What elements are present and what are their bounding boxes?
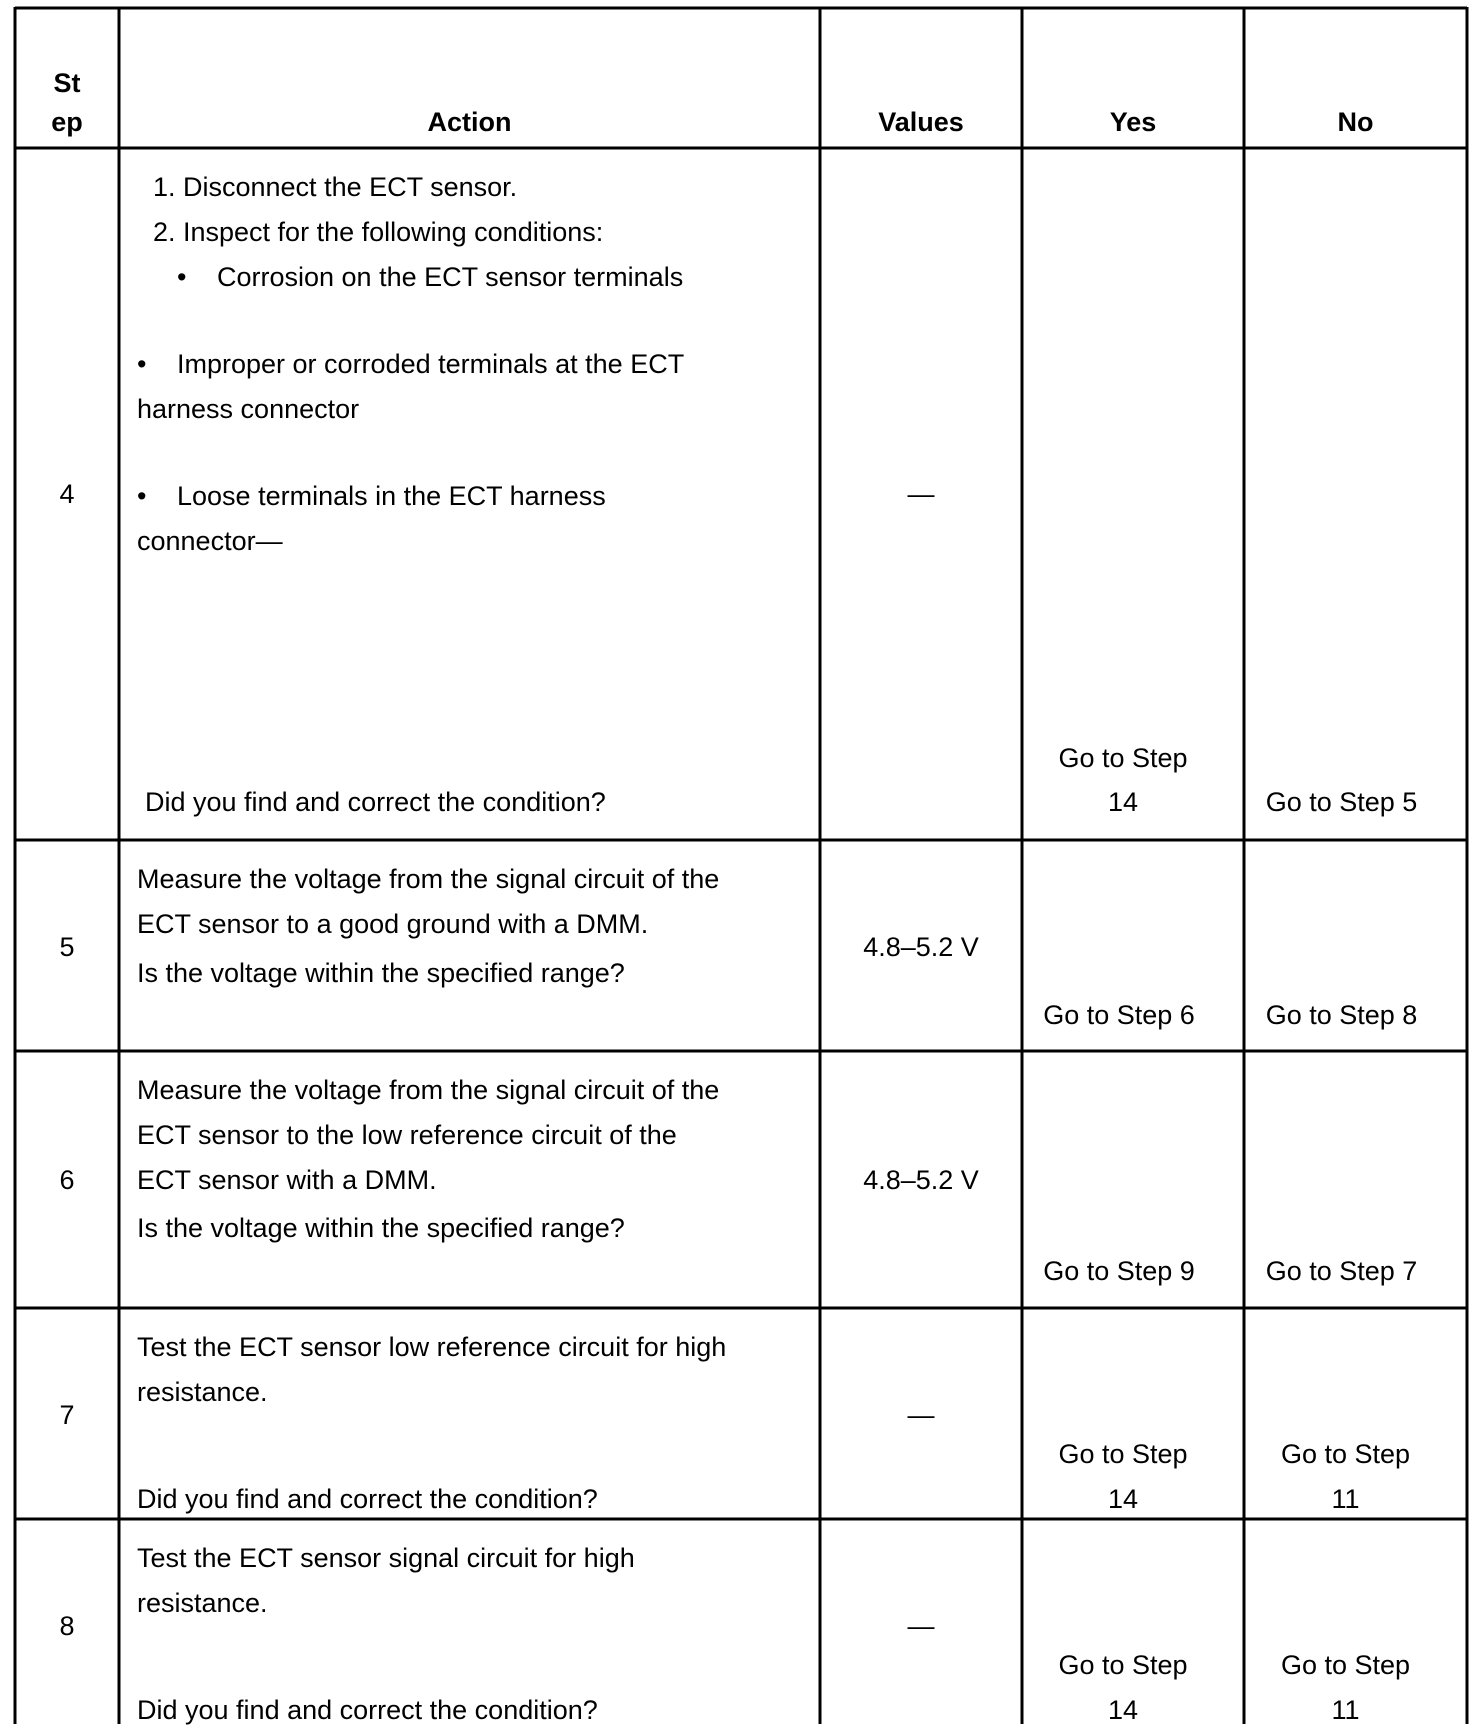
values-cell: — xyxy=(907,1611,935,1641)
values-cell: — xyxy=(907,479,935,509)
action-line-2: resistance. xyxy=(137,1377,268,1407)
action-line-1: Test the ECT sensor low reference circuit for high xyxy=(137,1332,727,1362)
action-question: Is the voltage within the specified range? xyxy=(137,958,625,988)
no-cell: Go to Step 7 xyxy=(1265,1256,1418,1286)
no-cell: Go to Step 5 xyxy=(1265,787,1418,817)
bullet-text: Improper or corroded terminals at the ECT xyxy=(177,349,685,379)
action-line-1: Test the ECT sensor signal circuit for high xyxy=(137,1543,635,1573)
list-number: 2. xyxy=(153,217,176,247)
header-step-line1: St xyxy=(53,68,81,98)
action-line-2: ECT sensor to the low reference circuit of the xyxy=(137,1120,677,1150)
action-question: Is the voltage within the specified range? xyxy=(137,1213,625,1243)
action-bullet-3 xyxy=(137,481,606,512)
yes-cell-line2: 14 xyxy=(1107,787,1139,817)
yes-cell-line1: Go to Step xyxy=(1058,743,1188,773)
action-question: Did you find and correct the condition? xyxy=(137,1695,598,1725)
list-text: Inspect for the following conditions: xyxy=(183,217,604,247)
yes-cell-line1: Go to Step xyxy=(1058,1650,1188,1680)
no-cell-line2: 11 xyxy=(1331,1484,1360,1514)
action-question: Did you find and correct the condition? xyxy=(137,1484,598,1514)
bullet-text: Loose terminals in the ECT harness xyxy=(177,481,606,511)
action-line-2: resistance. xyxy=(137,1588,268,1618)
action-line-3: ECT sensor with a DMM. xyxy=(137,1165,437,1195)
action-line-1: Measure the voltage from the signal circuit of the xyxy=(137,864,720,894)
step-number-4: 4 xyxy=(59,479,75,509)
action-question: Did you find and correct the condition? xyxy=(145,787,606,817)
yes-cell-line2: 14 xyxy=(1107,1484,1139,1514)
values-cell: 4.8–5.2 V xyxy=(863,1165,979,1195)
header-action: Action xyxy=(427,107,512,137)
step-number-6: 6 xyxy=(59,1165,75,1195)
header-step-line2: ep xyxy=(51,107,83,137)
step-number-7: 7 xyxy=(59,1400,75,1430)
values-cell: 4.8–5.2 V xyxy=(863,932,979,962)
yes-cell: Go to Step 9 xyxy=(1043,1256,1195,1286)
list-text: Disconnect the ECT sensor. xyxy=(183,172,518,202)
step-number-5: 5 xyxy=(59,932,75,962)
values-cell: — xyxy=(907,1400,935,1430)
bullet-text: Corrosion on the ECT sensor terminals xyxy=(217,262,684,292)
no-cell-line1: Go to Step xyxy=(1280,1439,1411,1469)
bullet-icon: • xyxy=(177,262,187,292)
bullet-icon: • xyxy=(137,481,147,511)
header-yes: Yes xyxy=(1109,107,1157,137)
yes-cell: Go to Step 6 xyxy=(1043,1000,1195,1030)
step-number-8: 8 xyxy=(59,1611,75,1641)
action-list-item-1 xyxy=(153,172,517,203)
yes-cell-line2: 14 xyxy=(1107,1695,1139,1725)
yes-cell-line1: Go to Step xyxy=(1058,1439,1188,1469)
list-number: 1. xyxy=(153,172,176,202)
action-bullet-1 xyxy=(177,262,683,293)
action-line-2: ECT sensor to a good ground with a DMM. xyxy=(137,909,649,939)
action-bullet-2 xyxy=(137,349,684,380)
header-values: Values xyxy=(878,107,964,137)
bullet-icon: • xyxy=(137,349,147,379)
action-bullet-2-cont: harness connector xyxy=(137,394,360,424)
action-list-item-2 xyxy=(153,217,603,248)
no-cell-line1: Go to Step xyxy=(1280,1650,1411,1680)
no-cell: Go to Step 8 xyxy=(1265,1000,1418,1030)
action-bullet-3-cont: connector— xyxy=(137,526,283,556)
header-no: No xyxy=(1337,107,1374,137)
action-line-1: Measure the voltage from the signal circuit of the xyxy=(137,1075,720,1105)
no-cell-line2: 11 xyxy=(1331,1695,1360,1725)
